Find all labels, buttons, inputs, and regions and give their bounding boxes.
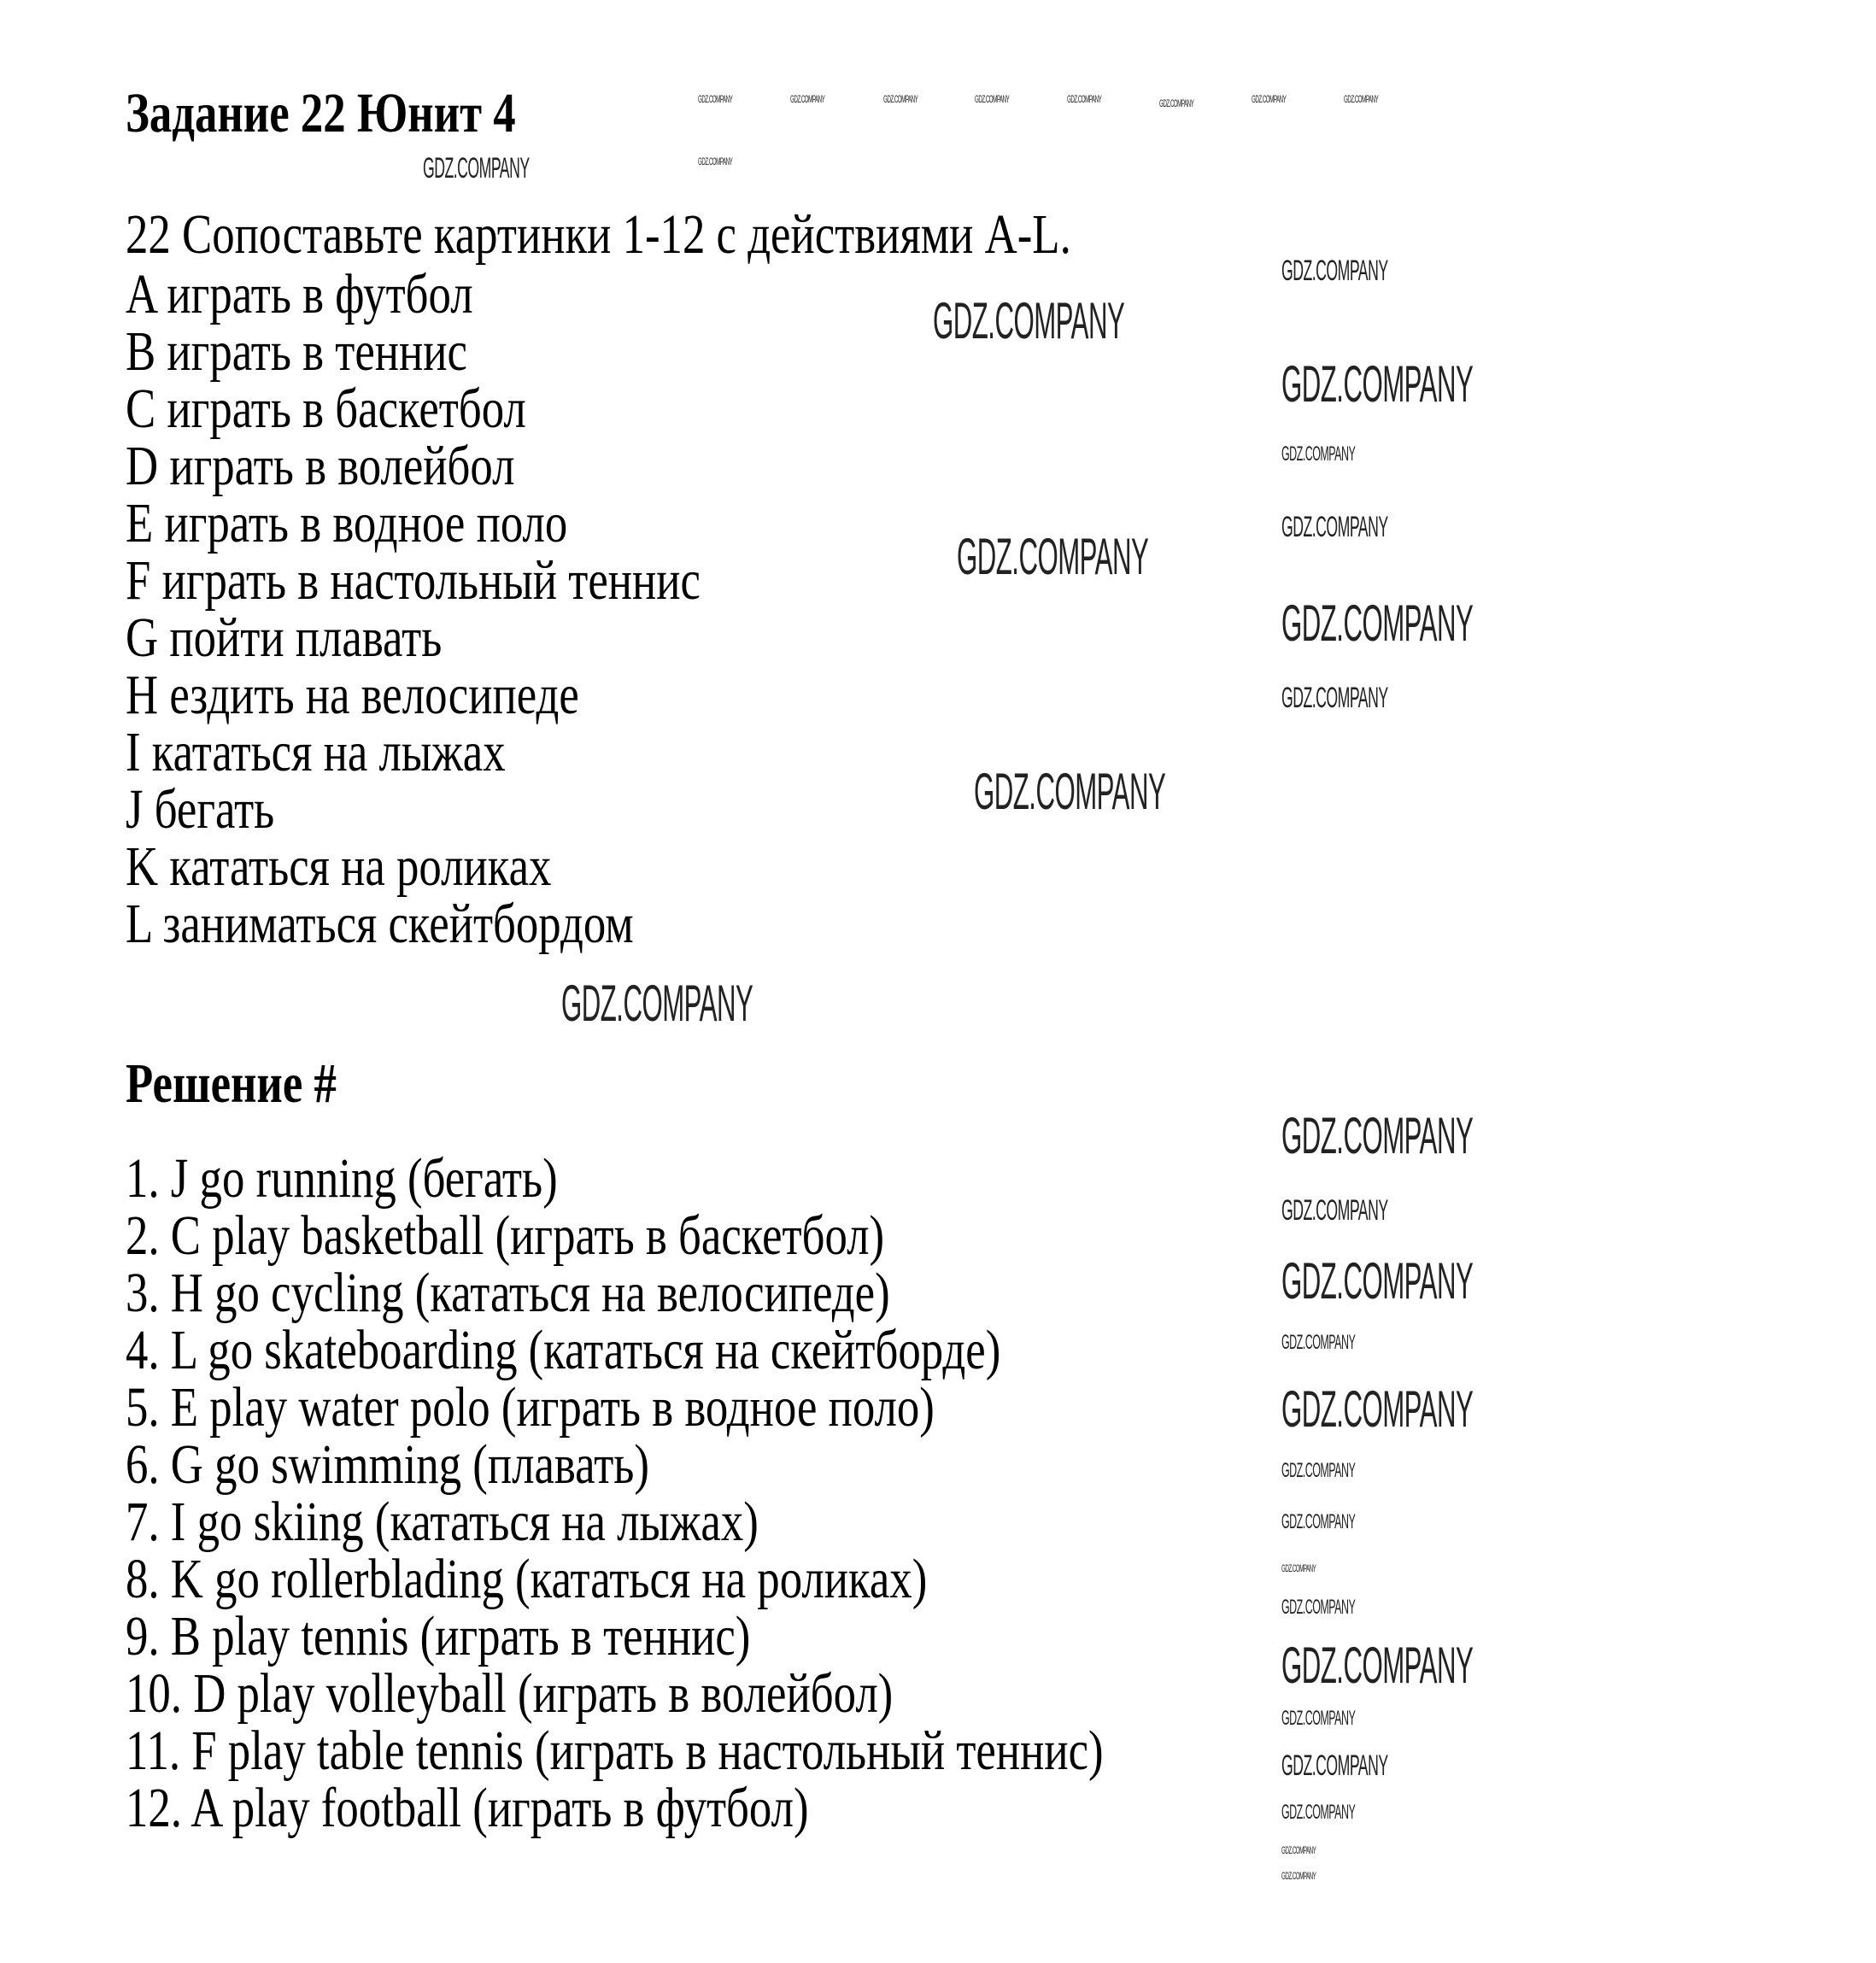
watermark: GDZ.COMPANY bbox=[1281, 1801, 1356, 1824]
watermark: GDZ.COMPANY bbox=[1252, 93, 1287, 105]
list-item: 11. F play table tennis (играть в настольный теннис) bbox=[126, 1720, 1104, 1782]
watermark: GDZ.COMPANY bbox=[975, 93, 1010, 105]
watermark: GDZ.COMPANY bbox=[1281, 1637, 1474, 1694]
watermark: GDZ.COMPANY bbox=[423, 152, 530, 185]
watermark: GDZ.COMPANY bbox=[1281, 1562, 1316, 1574]
list-item: C играть в баскетбол bbox=[126, 378, 526, 440]
watermark: GDZ.COMPANY bbox=[1281, 1107, 1474, 1164]
watermark: GDZ.COMPANY bbox=[698, 93, 733, 105]
watermark: GDZ.COMPANY bbox=[933, 292, 1125, 349]
list-item: E играть в водное поло bbox=[126, 492, 568, 554]
list-item: A играть в футбол bbox=[126, 263, 473, 325]
list-item: 4. L go skateboarding (кататься на скейтборде) bbox=[126, 1319, 1001, 1381]
watermark: GDZ.COMPANY bbox=[1281, 255, 1388, 287]
list-item: F играть в настольный теннис bbox=[126, 549, 701, 612]
watermark: GDZ.COMPANY bbox=[1281, 682, 1388, 714]
watermark: GDZ.COMPANY bbox=[957, 528, 1149, 585]
list-item: 6. G go swimming (плавать) bbox=[126, 1433, 649, 1496]
watermark: GDZ.COMPANY bbox=[1281, 1510, 1356, 1533]
watermark: GDZ.COMPANY bbox=[1281, 1459, 1356, 1482]
list-item: 10. D play volleyball (играть в волейбол) bbox=[126, 1662, 894, 1725]
list-item: H ездить на велосипеде bbox=[126, 664, 579, 726]
list-item: 1. J go running (бегать) bbox=[126, 1147, 558, 1210]
list-item: I кататься на лыжах bbox=[126, 721, 506, 783]
watermark: GDZ.COMPANY bbox=[1281, 1749, 1388, 1782]
watermark: GDZ.COMPANY bbox=[1281, 1194, 1388, 1227]
watermark: GDZ.COMPANY bbox=[974, 763, 1166, 820]
list-item: 12. A play football (играть в футбол) bbox=[126, 1777, 809, 1839]
watermark: GDZ.COMPANY bbox=[561, 975, 753, 1032]
solution-heading: Решение # bbox=[126, 1052, 337, 1115]
watermark: GDZ.COMPANY bbox=[1281, 1252, 1474, 1310]
watermark: GDZ.COMPANY bbox=[1281, 1596, 1356, 1619]
watermark: GDZ.COMPANY bbox=[1281, 1331, 1356, 1354]
watermark: GDZ.COMPANY bbox=[1281, 511, 1388, 543]
list-item: 7. I go skiing (кататься на лыжах) bbox=[126, 1491, 759, 1553]
task-instruction: 22 Сопоставьте картинки 1-12 с действиями A-L. bbox=[126, 203, 1071, 266]
watermark: GDZ.COMPANY bbox=[1281, 595, 1474, 652]
watermark: GDZ.COMPANY bbox=[1281, 1870, 1316, 1882]
watermark: GDZ.COMPANY bbox=[698, 155, 733, 167]
watermark: GDZ.COMPANY bbox=[1281, 1380, 1474, 1438]
watermark: GDZ.COMPANY bbox=[1159, 97, 1194, 109]
watermark: GDZ.COMPANY bbox=[790, 93, 825, 105]
list-item: D играть в волейбол bbox=[126, 435, 515, 497]
list-item: 3. H go cycling (кататься на велосипеде) bbox=[126, 1262, 890, 1324]
watermark: GDZ.COMPANY bbox=[1281, 1844, 1316, 1856]
list-item: 2. C play basketball (играть в баскетбол) bbox=[126, 1204, 885, 1267]
watermark: GDZ.COMPANY bbox=[1281, 355, 1474, 413]
list-item: 8. K go rollerblading (кататься на роликах) bbox=[126, 1548, 928, 1610]
list-item: 9. B play tennis (играть в теннис) bbox=[126, 1605, 751, 1667]
watermark: GDZ.COMPANY bbox=[1281, 1707, 1356, 1730]
list-item: L заниматься скейтбордом bbox=[126, 893, 634, 955]
list-item: K кататься на роликах bbox=[126, 835, 552, 898]
list-item: 5. E play water polo (играть в водное поло) bbox=[126, 1376, 935, 1439]
page-title: Задание 22 Юнит 4 bbox=[126, 82, 516, 144]
watermark: GDZ.COMPANY bbox=[883, 93, 918, 105]
list-item: B играть в теннис bbox=[126, 320, 467, 383]
list-item: J бегать bbox=[126, 778, 275, 841]
watermark: GDZ.COMPANY bbox=[1067, 93, 1102, 105]
list-item: G пойти плавать bbox=[126, 606, 443, 669]
watermark: GDZ.COMPANY bbox=[1344, 93, 1379, 105]
watermark: GDZ.COMPANY bbox=[1281, 442, 1356, 466]
